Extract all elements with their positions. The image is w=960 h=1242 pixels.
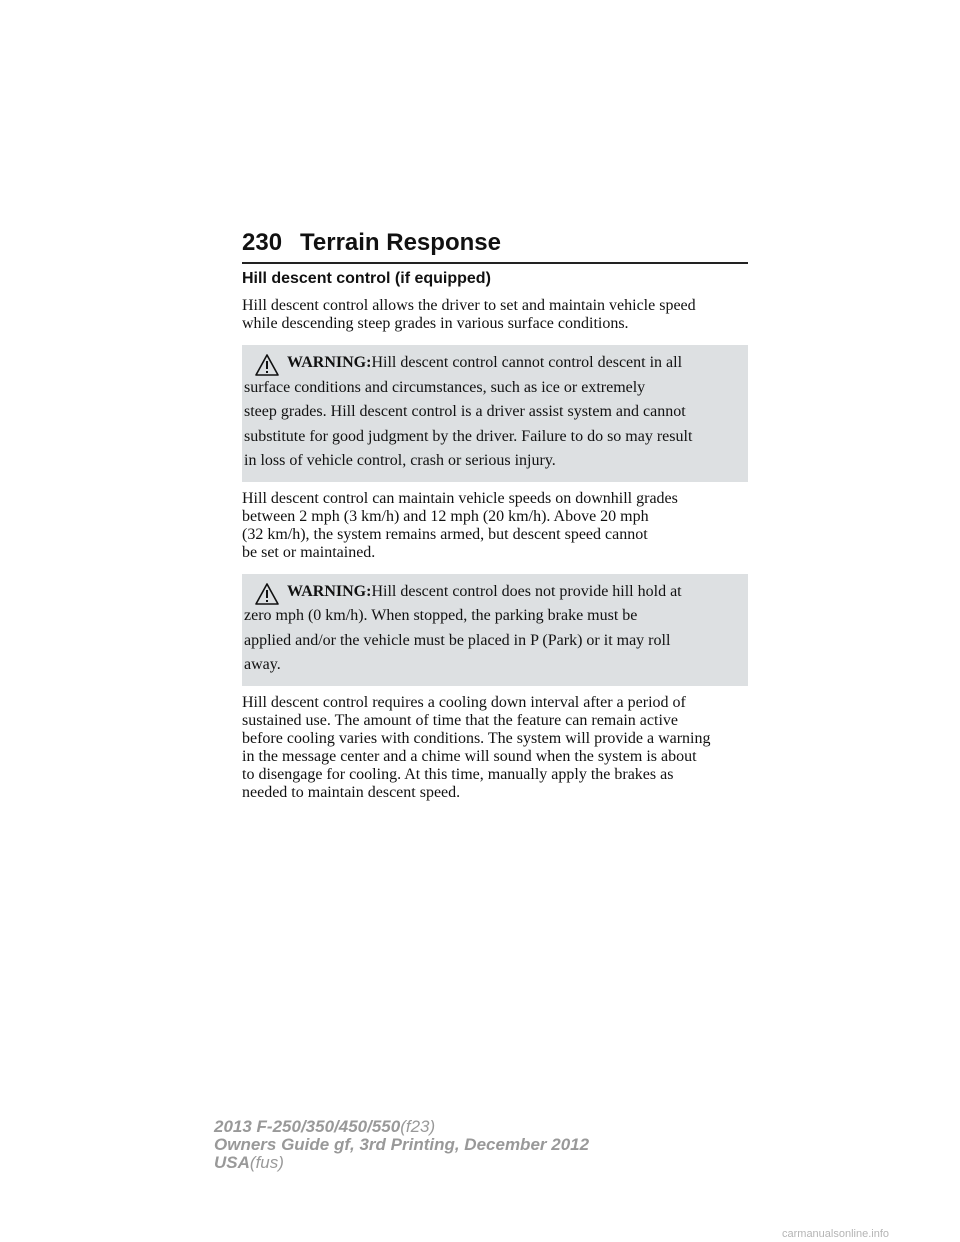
footer-line-model: [214, 1118, 589, 1136]
warning-body: Hill descent control does not provide hill hold at zero mph (0 km/h). When stopped, the parking brake must be applied and/or the vehicle must be placed in P (Park) or it may roll away.: [244, 582, 682, 673]
section-title: Terrain Response: [300, 229, 501, 256]
footer-guide: Owners Guide gf, 3rd Printing, December 2012: [214, 1135, 590, 1154]
paragraph-cooling: Hill descent control requires a cooling down interval after a period of sustained use. The amount of time that the feature can remain active before cooling varies with conditions. The system will provide a warning in the message center and a chime will sound when the system is about to disengage for cooling. At this time, manually apply the brakes as needed to maintain descent speed.: [242, 693, 711, 801]
warning-text: [244, 351, 738, 474]
page-footer: [214, 1118, 589, 1172]
footer-line-region: [214, 1154, 589, 1172]
warning-label: WARNING:: [287, 582, 372, 600]
warning-label: WARNING:: [287, 354, 372, 371]
warning-text: [244, 580, 738, 678]
page-header: [242, 228, 748, 264]
subheading: Hill descent control (if equipped): [242, 270, 491, 287]
warning-box: [242, 345, 748, 482]
warning-triangle-icon: [254, 582, 280, 606]
warning-box: [242, 574, 748, 686]
paragraph-speeds: Hill descent control can maintain vehicle speeds on downhill grades between 2 mph (3 km/h) and 12 mph (20 km/h). Above 20 mph (32 km/h), the system remains armed, but descent speed cannot be set or maintained.: [242, 489, 678, 561]
paragraph-intro: Hill descent control allows the driver to set and maintain vehicle speed while descending steep grades in various surface conditions.: [242, 297, 696, 332]
warning-body: Hill descent control cannot control descent in all surface conditions and circumstances, such as ice or extremely steep grades. Hill descent control is a driver assist system and cannot substitute for good judgment by the driver. Failure to do so may result in loss of vehicle control, crash or serious injury.: [244, 354, 693, 469]
warning-triangle-icon: [254, 353, 280, 377]
page-number: 230: [242, 229, 283, 256]
watermark-link[interactable]: carmanualsonline.info: [782, 1228, 890, 1240]
footer-model: 2013 F-250/350/450/550: [214, 1117, 401, 1136]
footer-region: USA: [214, 1153, 250, 1172]
footer-model-code: (f23): [400, 1117, 436, 1136]
page-content: [242, 268, 748, 814]
footer-region-code: (fus): [249, 1153, 284, 1172]
